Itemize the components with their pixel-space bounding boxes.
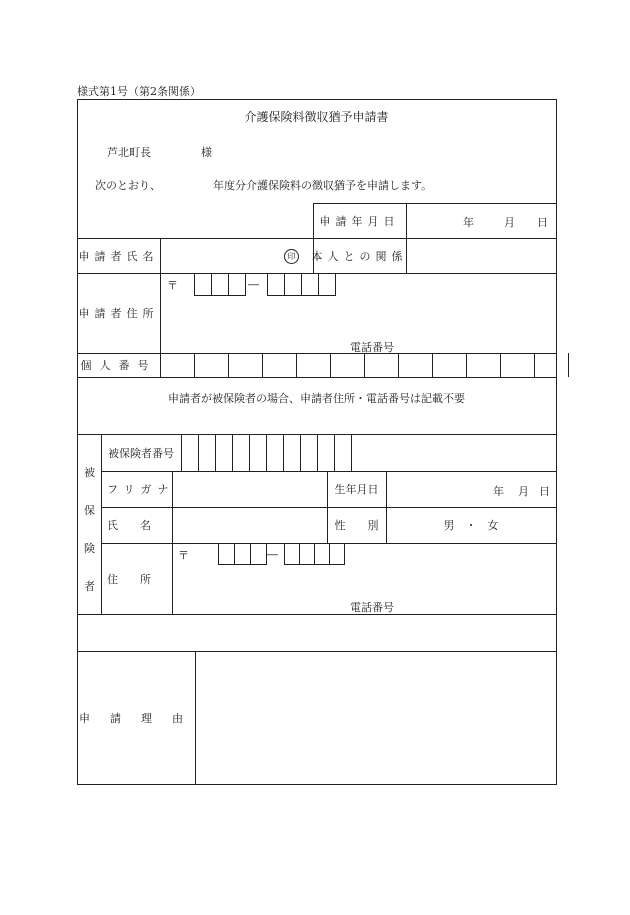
insured-phone-label: 電話番号 bbox=[350, 601, 394, 614]
fiscal-year-input[interactable] bbox=[170, 174, 210, 190]
insured-postal-code-second[interactable] bbox=[284, 543, 345, 565]
relation-label: 本人との関係 bbox=[311, 249, 408, 263]
insured-address-input[interactable] bbox=[173, 566, 555, 596]
form-number: 様式第1号（第2条関係） bbox=[77, 85, 201, 98]
individual-number-input[interactable] bbox=[160, 353, 569, 377]
insured-number-label: 被保険者番号 bbox=[108, 446, 174, 460]
application-date-label: 申請年月日 bbox=[319, 214, 400, 228]
intro-prefix: 次のとおり、 bbox=[95, 179, 161, 192]
honorific: 様 bbox=[201, 146, 212, 159]
day-unit: 日 bbox=[537, 216, 548, 229]
insured-char-4: 者 bbox=[84, 580, 95, 593]
reason-label: 申請理由 bbox=[79, 711, 203, 725]
applicant-postal-dash: ― bbox=[248, 278, 259, 291]
note-text: 申請者が被保険者の場合、申請者住所・電話番号は記載不要 bbox=[168, 392, 465, 405]
insured-name-input[interactable] bbox=[173, 508, 326, 542]
applicant-phone-label: 電話番号 bbox=[350, 341, 394, 354]
applicant-postal-code-first[interactable] bbox=[194, 273, 246, 296]
dob-year-unit: 年 bbox=[493, 485, 504, 498]
applicant-postal-mark: 〒 bbox=[167, 279, 178, 292]
insured-char-3: 険 bbox=[84, 542, 95, 555]
insured-postal-mark: 〒 bbox=[178, 549, 189, 562]
seal-mark bbox=[284, 249, 299, 264]
year-unit: 年 bbox=[463, 216, 474, 229]
applicant-address-input[interactable] bbox=[161, 297, 555, 333]
furigana-label: フリガナ bbox=[107, 483, 175, 496]
reason-input[interactable] bbox=[196, 652, 555, 783]
insured-postal-code-first[interactable] bbox=[218, 543, 267, 565]
insured-char-2: 保 bbox=[84, 504, 95, 517]
insured-address-label: 住 所 bbox=[107, 572, 151, 586]
insured-postal-dash: ― bbox=[267, 548, 278, 561]
applicant-address-label: 申請者住所 bbox=[78, 307, 159, 320]
application-date-input[interactable] bbox=[407, 204, 555, 237]
applicant-postal-code-second[interactable] bbox=[267, 273, 336, 296]
form-title: 介護保険料徴収猶予申請書 bbox=[244, 110, 389, 124]
insured-name-label: 氏 名 bbox=[107, 519, 151, 532]
applicant-name-label: 申請者氏名 bbox=[78, 249, 159, 263]
intro-suffix: 年度分介護保険料の徴収猶予を申請します。 bbox=[213, 179, 433, 192]
relation-input[interactable] bbox=[407, 239, 555, 272]
dob-label: 生年月日 bbox=[334, 483, 379, 496]
dob-day-unit: 日 bbox=[539, 485, 550, 498]
seal-text: 印 bbox=[287, 252, 296, 261]
addressee: 芦北町長 bbox=[107, 146, 151, 159]
insured-number-input[interactable] bbox=[181, 434, 352, 471]
insured-group-label bbox=[77, 434, 101, 614]
insured-char-1: 被 bbox=[84, 466, 95, 479]
dob-month-unit: 月 bbox=[518, 485, 529, 498]
sex-options[interactable]: 男 ・ 女 bbox=[443, 519, 499, 532]
furigana-input[interactable] bbox=[173, 472, 326, 506]
blank-row bbox=[78, 615, 555, 650]
month-unit: 月 bbox=[504, 216, 515, 229]
individual-number-label: 個人番号 bbox=[80, 359, 157, 372]
sex-label: 性 別 bbox=[334, 519, 379, 532]
dob-input[interactable] bbox=[387, 472, 555, 506]
